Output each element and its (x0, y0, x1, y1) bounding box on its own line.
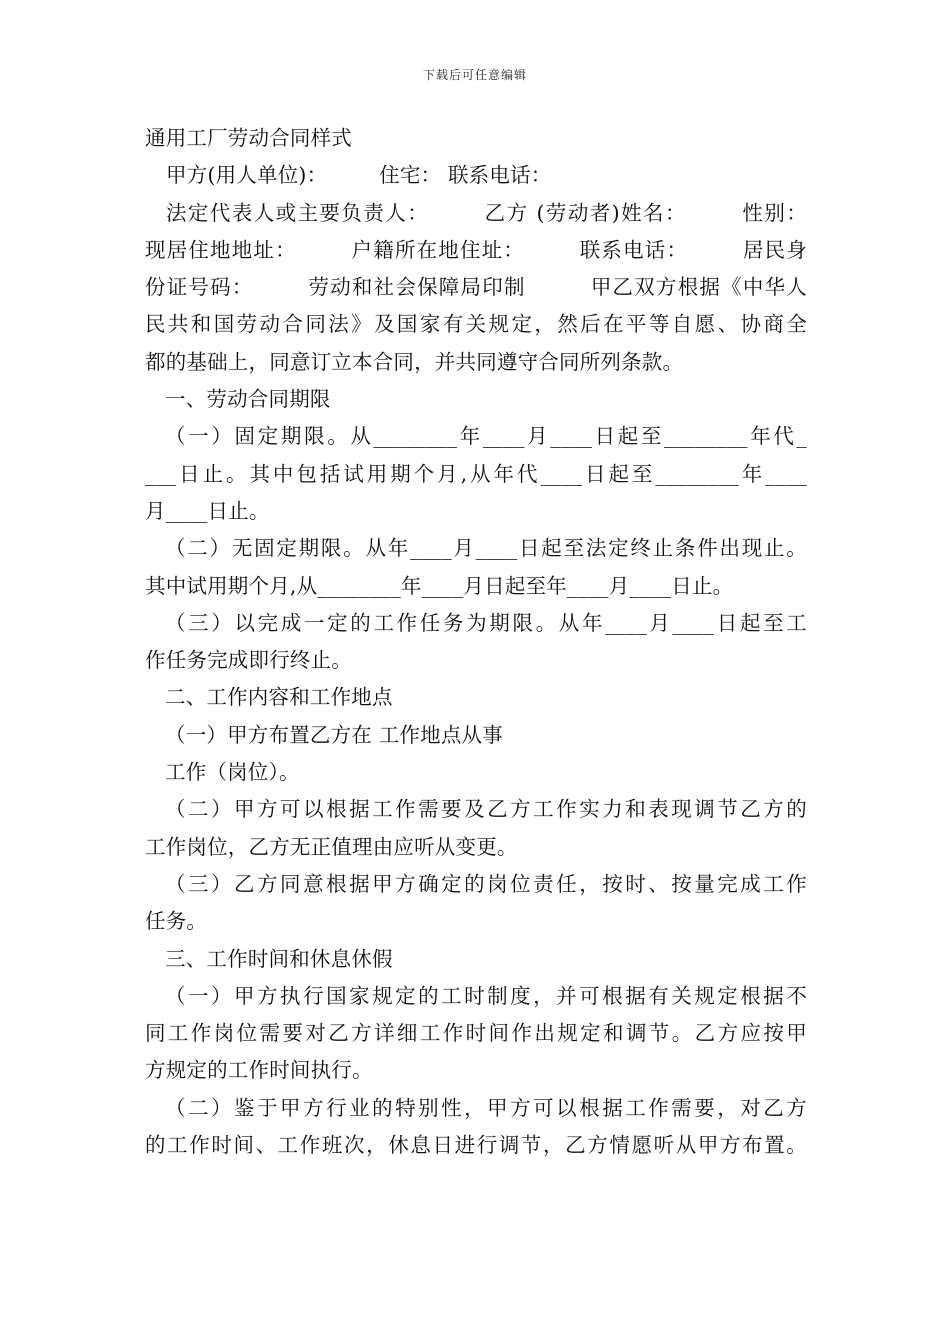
clause-line: 工作（岗位）。 (165, 760, 300, 785)
clause-line: （一）固定期限。从________年____月____日起至________年代_ (165, 424, 807, 449)
document-body (145, 120, 807, 1164)
clause-line: 月____日止。 (145, 498, 270, 523)
clause-line: （二）鉴于甲方行业的特别性，甲方可以根据工作需要，对乙方 (165, 1095, 807, 1120)
document-title: 通用工厂劳动合同样式 (145, 126, 352, 150)
legal-rep-line: 法定代表人或主要负责人： 乙方 (劳动者)姓名： 性别： (166, 200, 807, 225)
section-heading: 三、工作时间和休息休假 (165, 946, 393, 971)
clause-line: ___日止。其中包括试用期个月,从年代____日起至________年____ (145, 461, 807, 486)
clause-line: 方规定的工作时间执行。 (145, 1058, 373, 1083)
clause-line: 作任务完成即行终止。 (145, 648, 352, 673)
party-a-info-line: 甲方(用人单位)： 住宅： 联系电话： (166, 163, 552, 188)
clause-line: （一）甲方布置乙方在 工作地点从事 (165, 722, 503, 747)
address-line: 现居住地地址： 户籍所在地住址： 联系电话： 居民身 (145, 237, 807, 262)
preamble-line: 民共和国劳动合同法》及国家有关规定，然后在平等自愿、协商全 (145, 312, 807, 337)
clause-line: 工作岗位，乙方无正值理由应听从变更。 (145, 834, 518, 859)
clause-line: （三）以完成一定的工作任务为期限。从年____月____日起至工 (165, 610, 807, 635)
header-note: 下载后可任意编辑 (422, 68, 527, 82)
id-number-line: 份证号码： 劳动和社会保障局印制 甲乙双方根据《中华人 (145, 275, 807, 300)
preamble-line: 都的基础上，同意订立本合同，并共同遵守合同所列条款。 (145, 349, 684, 374)
clause-line: 同工作岗位需要对乙方详细工作时间作出规定和调节。乙方应按甲 (145, 1021, 807, 1046)
clause-line: （三）乙方同意根据甲方确定的岗位责任，按时、按量完成工作 (165, 871, 807, 896)
clause-line: 其中试用期个月,从________年____月日起至年____月____日止。 (145, 573, 734, 598)
section-heading: 二、工作内容和工作地点 (165, 685, 393, 710)
clause-line: （二）甲方可以根据工作需要及乙方工作实力和表现调节乙方的 (165, 797, 807, 822)
clause-line: 任务。 (145, 909, 208, 934)
clause-line: （二）无固定期限。从年____月____日起至法定终止条件出现止。 (165, 536, 807, 561)
section-heading: 一、劳动合同期限 (165, 387, 331, 412)
clause-line: （一）甲方执行国家规定的工时制度，并可根据有关规定根据不 (165, 983, 807, 1008)
clause-line: 的工作时间、工作班次，休息日进行调节，乙方情愿听从甲方布置。 (145, 1133, 807, 1158)
